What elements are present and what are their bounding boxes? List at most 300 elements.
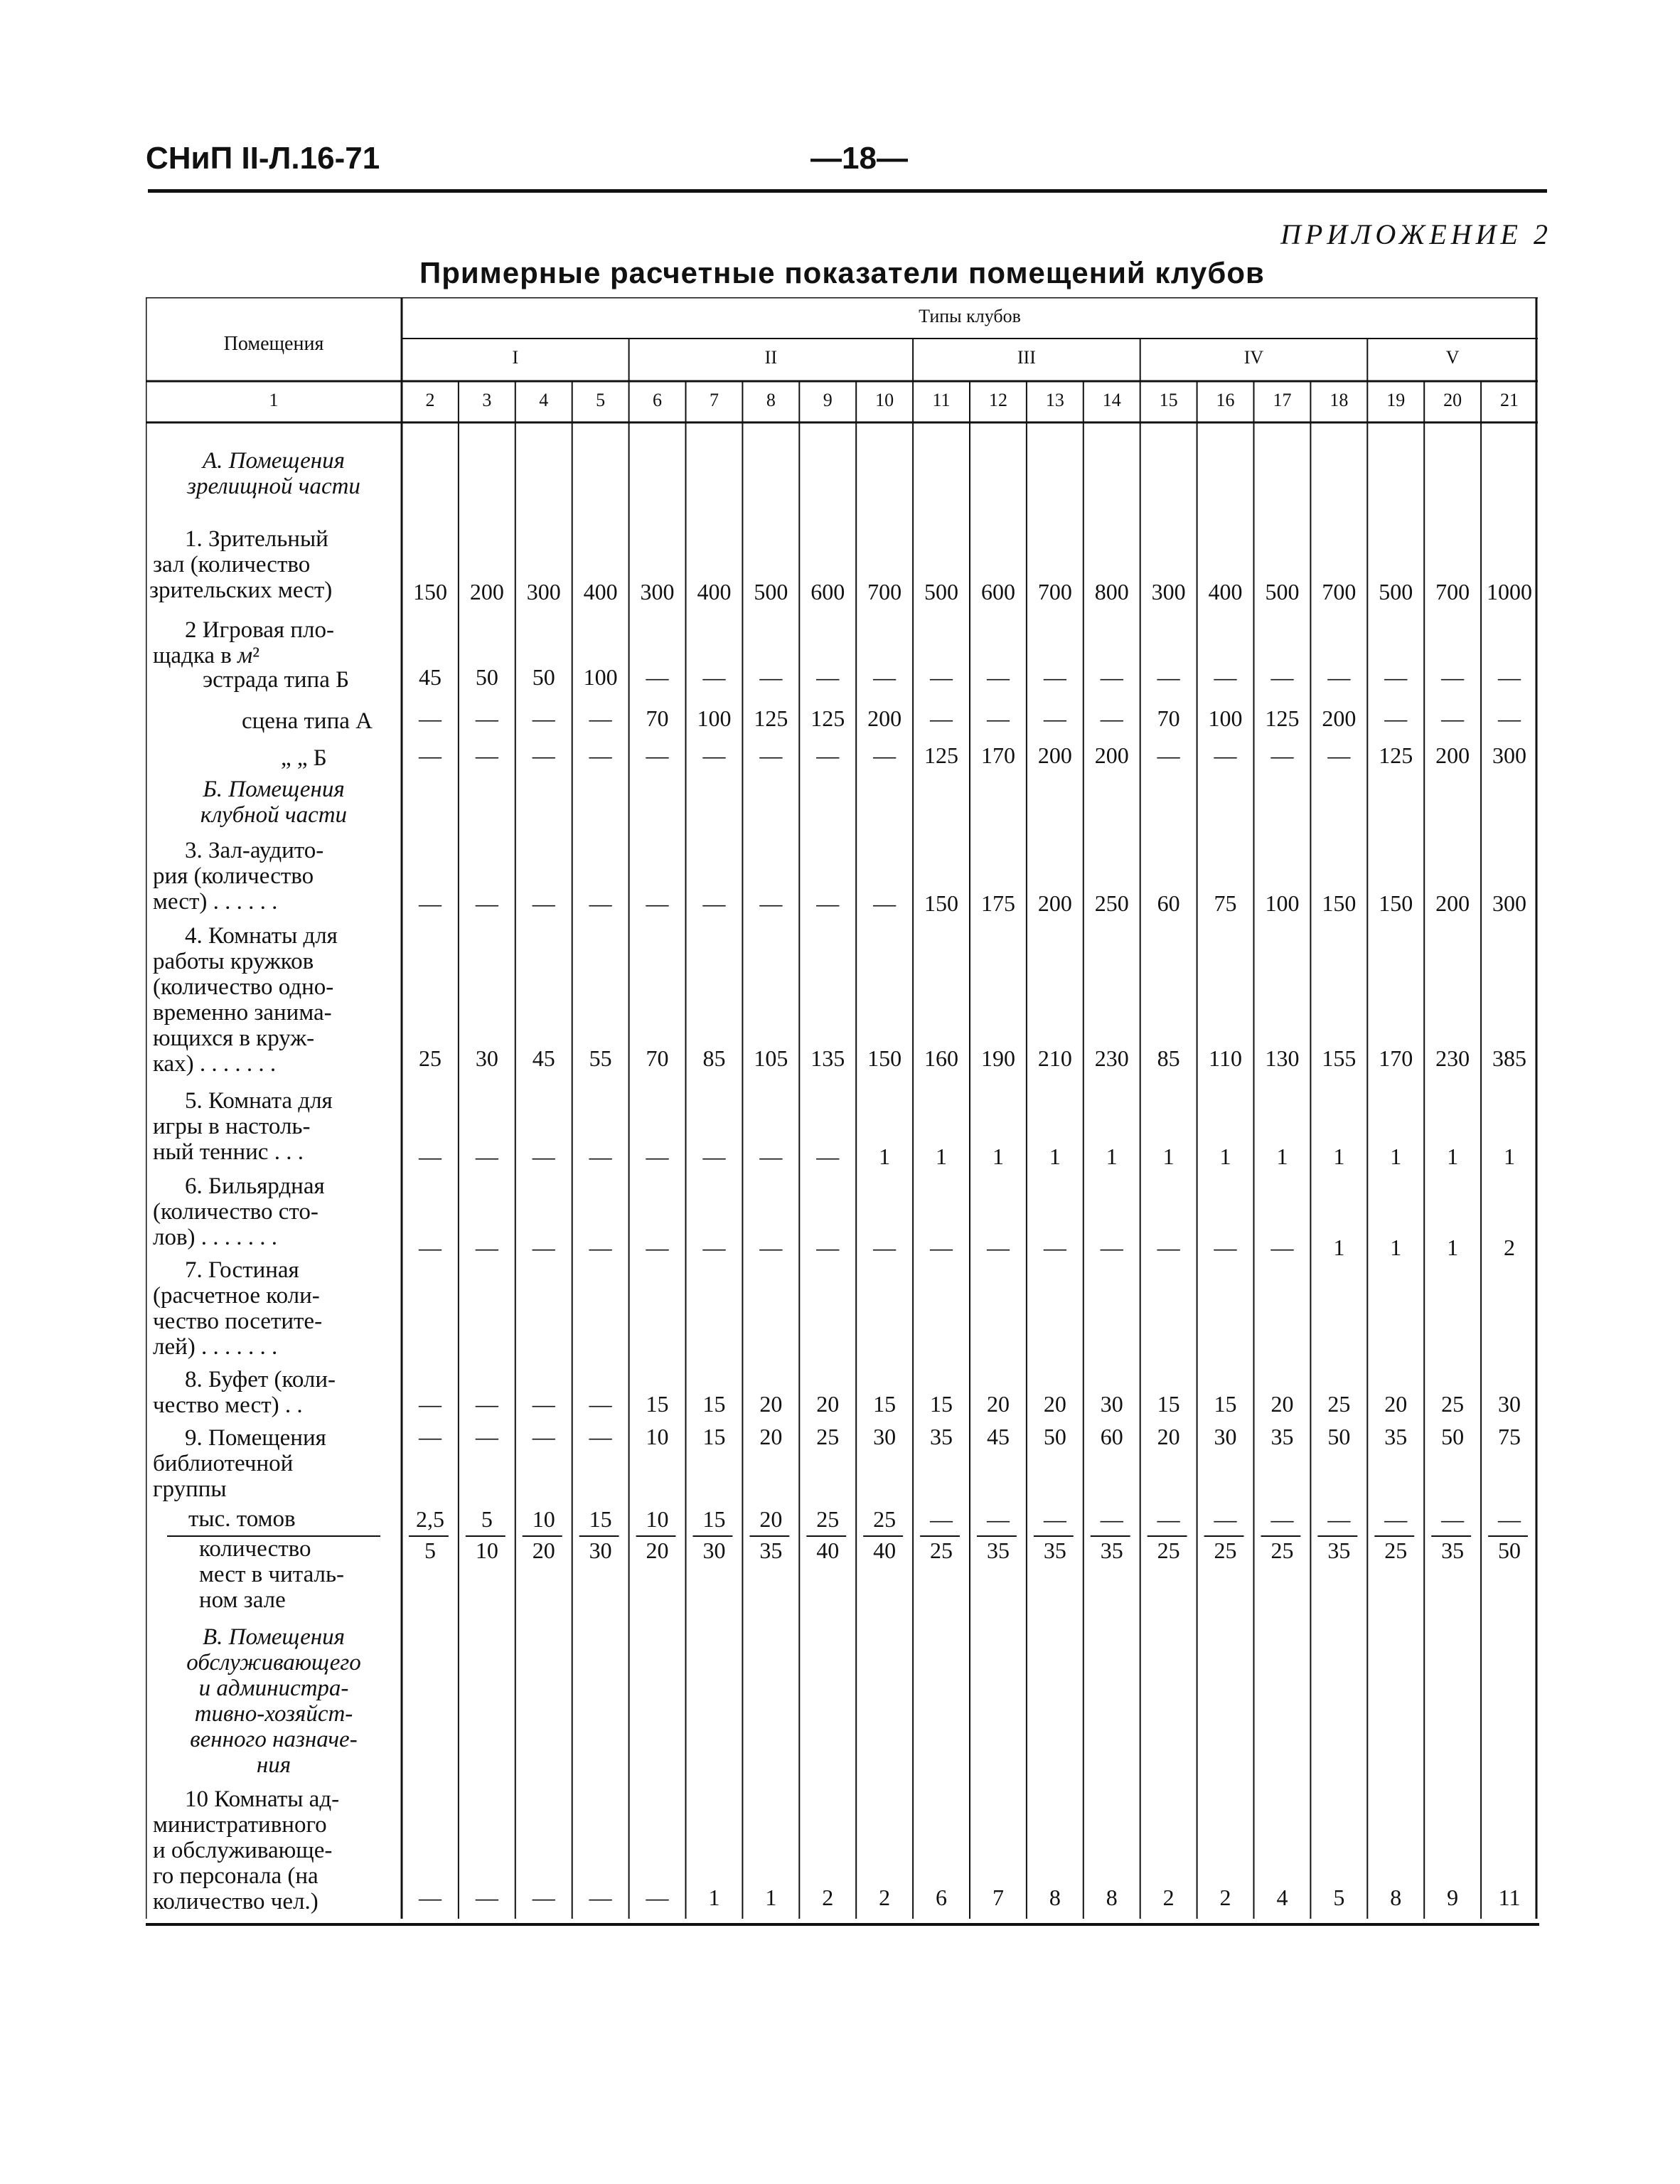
table-cell: 70 [1157,705,1180,731]
table-cell: 9 [1447,1885,1459,1910]
table-cell: — [532,742,555,768]
column-number: 16 [1216,390,1235,410]
table-cell: — [589,742,612,768]
column-number: 13 [1045,390,1064,410]
table-cell: — [759,1235,783,1260]
table-cell: 15 [702,1391,726,1417]
table-cell: 300 [1492,890,1527,916]
library-seats-value: 10 [475,1538,498,1563]
library-seats-value: 35 [1327,1538,1351,1563]
club-type-group-3: III [1017,347,1036,368]
table-cell: 5 [1333,1885,1345,1910]
table-cell: 1000 [1487,579,1533,604]
library-volumes-value: 10 [532,1506,555,1532]
table-cell: 230 [1094,1045,1129,1071]
table-cell: — [759,890,783,916]
column-number: 11 [932,390,951,410]
club-type-group-1: I [512,347,519,368]
table-cell: 1 [1390,1144,1402,1169]
library-volumes-value: 20 [759,1506,783,1532]
table-cell: 25 [1441,1391,1465,1417]
table-cell: — [702,664,726,690]
column-number: 12 [988,390,1007,410]
library-volumes-value: 2,5 [415,1506,444,1532]
table-cell: — [816,890,840,916]
table-cell: 35 [930,1424,953,1449]
table-cell: — [702,890,726,916]
table-cell: 170 [1379,1045,1413,1071]
table-cell: 2 [1219,1885,1231,1910]
table-cell: — [1270,742,1294,768]
table-cell: — [1384,705,1408,731]
table-cell: 200 [1037,890,1072,916]
table-cell: 100 [697,705,732,731]
table-cell: 25 [816,1424,840,1449]
table-cell: 50 [475,664,498,690]
row-label-8: 8. Буфет (коли- чество мест) . . [153,1367,336,1418]
table-cell: — [532,1885,555,1910]
table-cell: — [1043,664,1066,690]
appendix-label: ПРИЛОЖЕНИЕ 2 [1280,218,1552,250]
table-cell: — [532,1391,555,1417]
table-cell: 385 [1492,1045,1527,1071]
table-cell: — [873,890,897,916]
header-rule [148,189,1547,193]
table-cell: — [1498,664,1521,690]
table-cell: 200 [1094,742,1129,768]
table-cell: — [1270,664,1294,690]
column-number: 10 [875,390,894,410]
table-cell: — [1043,1235,1066,1260]
column-number: 14 [1102,390,1121,410]
table-cell: — [646,664,669,690]
table-cell: — [646,1885,669,1910]
library-seats-value: 35 [1043,1538,1066,1563]
column-number: 5 [596,390,606,410]
table-cell: — [418,1885,442,1910]
table-cell: — [1043,705,1066,731]
table-cell: — [589,1424,612,1449]
table-cell: 20 [759,1391,783,1417]
library-seats-value: 25 [930,1538,953,1563]
table-cell: — [816,1235,840,1260]
library-seats-value: 25 [1157,1538,1180,1563]
table-cell: 15 [873,1391,897,1417]
table-cell: — [1384,664,1408,690]
table-cell: — [1327,664,1351,690]
library-volumes-value: — [1270,1506,1294,1532]
table-cell: 70 [646,1045,669,1071]
table-cell: — [475,705,498,731]
table-cell: — [759,742,783,768]
table-cell: 150 [1379,890,1413,916]
table-cell: 200 [867,705,902,731]
table-cell: 4 [1276,1885,1288,1910]
table-cell: — [589,1235,612,1260]
table-cell: 25 [1327,1391,1351,1417]
column-number: 21 [1500,390,1519,410]
row-label-library-bottom: количество мест в читаль- ном зале [199,1536,345,1613]
table-cell: 30 [1498,1391,1521,1417]
table-cell: 85 [702,1045,726,1071]
library-volumes-value: — [930,1506,953,1532]
table-cell: 10 [646,1424,669,1449]
table-cell: — [1157,742,1180,768]
table-cell: 150 [924,890,959,916]
table-cell: — [759,664,783,690]
library-volumes-value: — [1441,1506,1465,1532]
library-seats-value: 5 [424,1538,436,1563]
table-cell: 45 [532,1045,555,1071]
table-cell: — [1157,1235,1180,1260]
table-cell: 20 [1384,1391,1408,1417]
library-seats-value: 40 [816,1538,840,1563]
column-number: 17 [1273,390,1292,410]
table-cell: 150 [867,1045,902,1071]
table-cell: — [702,1235,726,1260]
table-cell: 20 [1270,1391,1294,1417]
row-label-4: 4. Комнаты для работы кружков (количество одно- временно занима- ющихся в круж- ках) . . . . . . . [153,923,338,1077]
library-seats-value: 35 [1441,1538,1465,1563]
table-cell: 15 [646,1391,669,1417]
table-cell: 1 [1276,1144,1288,1169]
row-label-7: 7. Гостиная (расчетное коли- чество посетите- лей) . . . . . . . [153,1257,323,1360]
table-cell: — [1214,742,1237,768]
table-cell: 8 [1049,1885,1061,1910]
header-rooms: Помещения [223,333,324,355]
table-cell: 160 [924,1045,959,1071]
library-volumes-value: — [1100,1506,1123,1532]
table-cell: 100 [1265,890,1300,916]
table-cell: — [1100,1235,1123,1260]
table-cell: 500 [1265,579,1300,604]
table-cell: 1 [1049,1144,1061,1169]
table-cell: — [589,1885,612,1910]
library-seats-value: 35 [1100,1538,1123,1563]
table-cell: 190 [980,1045,1015,1071]
table-cell: 200 [1037,742,1072,768]
table-cell: — [589,1144,612,1169]
page-number: —18— [810,141,908,176]
table-cell: 200 [1322,705,1357,731]
table-cell: — [816,1144,840,1169]
library-volumes-value: — [1498,1506,1521,1532]
table-cell: 130 [1265,1045,1300,1071]
table-cell: 15 [702,1424,726,1449]
table-cell: — [1100,705,1123,731]
table-cell: — [532,1144,555,1169]
section-a-label: А. Помещения зрелищной части [187,448,360,499]
column-number: 4 [539,390,549,410]
table-cell: — [475,1391,498,1417]
table-cell: 1 [708,1885,720,1910]
table-cell: 35 [1384,1424,1408,1449]
row-label-1: 1. Зрительный зал (количество зрительских мест) [149,526,333,603]
table-cell: — [816,742,840,768]
table-cell: 20 [1157,1424,1180,1449]
table-cell: 200 [469,579,504,604]
library-volumes-value: — [1214,1506,1237,1532]
table-cell: — [986,1235,1010,1260]
table-bottom-rule [146,1923,1539,1926]
table-cell: 11 [1498,1885,1521,1910]
table-cell: — [646,890,669,916]
table-cell: — [930,1235,953,1260]
table-cell: 800 [1094,579,1129,604]
table-cell: — [1498,705,1521,731]
table-cell: 20 [759,1424,783,1449]
library-seats-value: 30 [589,1538,612,1563]
section-v-label: В. Помещения обслуживающего и администра- тивно-хозяйст- венного назначе- ния [186,1624,361,1778]
table-cell: — [816,664,840,690]
table-cell: 50 [1327,1424,1351,1449]
table-cell: 2 [822,1885,834,1910]
table-cell: — [475,1235,498,1260]
table-cell: 400 [697,579,732,604]
table-cell: 300 [1492,742,1527,768]
library-seats-value: 50 [1498,1538,1521,1563]
table-cell: — [702,742,726,768]
table-cell: 7 [992,1885,1004,1910]
table-cell: 20 [816,1391,840,1417]
table-cell: — [986,664,1010,690]
table-cell: — [475,1144,498,1169]
row-label-scene-b: „ „ Б [281,745,327,771]
table-cell: — [646,1144,669,1169]
table-cell: — [1270,1235,1294,1260]
table-cell: 125 [810,705,845,731]
table-cell: — [589,890,612,916]
table-cell: 75 [1498,1424,1521,1449]
table-cell: — [532,890,555,916]
table-cell: 2 [1504,1235,1516,1260]
table-cell: 700 [867,579,902,604]
table-cell: — [1214,664,1237,690]
table-cell: 100 [583,664,618,690]
document-code: СНиП II-Л.16-71 [146,141,380,176]
table-cell: — [930,705,953,731]
table-cell: 8 [1390,1885,1402,1910]
table-cell: 1 [1390,1235,1402,1260]
table-title: Примерные расчетные показатели помещений клубов [419,256,1265,289]
table-cell: 400 [583,579,618,604]
table-cell: 1 [1333,1235,1345,1260]
library-seats-value: 40 [873,1538,897,1563]
table-cell: 45 [418,664,442,690]
library-seats-value: 25 [1384,1538,1408,1563]
table-cell: 60 [1157,890,1180,916]
table-cell: — [418,1391,442,1417]
table-cell: 125 [924,742,959,768]
table-cell: — [418,1235,442,1260]
table-cell: 30 [475,1045,498,1071]
table-cell: — [589,1391,612,1417]
table-cell: — [873,742,897,768]
table-cell: 500 [754,579,788,604]
table-cell: 1 [879,1144,891,1169]
table-cell: 150 [1322,890,1357,916]
column-number: 1 [269,390,279,410]
club-type-group-4: IV [1243,347,1264,368]
library-seats-value: 35 [986,1538,1010,1563]
table-cell: 150 [412,579,447,604]
row-label-9: 9. Помещения библиотечной группы [153,1425,326,1502]
table-cell: — [475,1885,498,1910]
row-label-10: 10 Комнаты ад- министративного и обслуживающе- го персонала (на количество чел.) [153,1786,340,1914]
table-cell: 55 [589,1045,612,1071]
table-cell: — [418,1424,442,1449]
table-cell: 2 [879,1885,891,1910]
table-cell: 1 [936,1144,948,1169]
table-cell: 100 [1208,705,1243,731]
table-cell: — [930,664,953,690]
table-cell: 30 [1214,1424,1237,1449]
table-cell: 155 [1322,1045,1357,1071]
section-b-label: Б. Помещения клубной части [200,777,348,828]
column-number: 8 [766,390,776,410]
table-cell: 1 [1219,1144,1231,1169]
table-cell: 1 [1106,1144,1118,1169]
table-cell: 1 [1447,1144,1459,1169]
library-seats-value: 35 [759,1538,783,1563]
table-cell: — [986,705,1010,731]
library-volumes-value: 15 [589,1506,612,1532]
table-cell: 45 [986,1424,1010,1449]
table-cell: 15 [1214,1391,1237,1417]
table-cell: 250 [1094,890,1129,916]
column-number: 3 [482,390,492,410]
library-volumes-value: 25 [816,1506,840,1532]
table-cell: 210 [1037,1045,1072,1071]
table-cell: 125 [1379,742,1413,768]
library-seats-value: 25 [1214,1538,1237,1563]
table-cell: 175 [980,890,1015,916]
column-number: 9 [823,390,833,410]
table-cell: 700 [1037,579,1072,604]
table-cell: — [646,742,669,768]
header-club-types: Типы клубов [919,306,1021,326]
library-volumes-value: 15 [702,1506,726,1532]
table-cell: — [759,1144,783,1169]
table-cell: 200 [1435,890,1470,916]
table-cell: 125 [1265,705,1300,731]
row-label-3: 3. Зал-аудито- рия (количество мест) . . . . . . [153,838,324,915]
table-cell: 2 [1162,1885,1175,1910]
club-type-group-5: V [1445,347,1460,368]
table-cell: 170 [980,742,1015,768]
table-cell: 15 [1157,1391,1180,1417]
table-cell: 300 [1151,579,1186,604]
club-type-group-2: II [764,347,777,368]
table-cell: — [532,1235,555,1260]
column-number: 15 [1159,390,1178,410]
table-cell: 600 [980,579,1015,604]
table-cell: — [1441,664,1465,690]
table-cell: 6 [936,1885,948,1910]
library-seats-value: 20 [532,1538,555,1563]
column-number: 19 [1386,390,1406,410]
table-cell: 230 [1435,1045,1470,1071]
row-label-estrada: эстрада типа Б [203,667,350,693]
table-cell: — [418,890,442,916]
table-cell: 500 [1379,579,1413,604]
table-cell: 20 [986,1391,1010,1417]
library-volumes-value: — [986,1506,1010,1532]
table-cell: — [532,1424,555,1449]
table-cell: 110 [1209,1045,1242,1071]
table-cell: — [1157,664,1180,690]
table-cell: 60 [1100,1424,1123,1449]
table-cell: 125 [754,705,788,731]
table-cell: 1 [1447,1235,1459,1260]
row-label-scene-a: сцена типа А [242,708,373,734]
library-seats-value: 30 [702,1538,726,1563]
table-cell: 400 [1208,579,1243,604]
table-cell: 105 [754,1045,788,1071]
table-cell: — [646,1235,669,1260]
column-number: 2 [425,390,435,410]
column-number: 7 [709,390,719,410]
table-cell: 700 [1322,579,1357,604]
library-volumes-value: — [1327,1506,1351,1532]
table-cell: 300 [640,579,675,604]
table-cell: 25 [418,1045,442,1071]
row-label-5: 5. Комната для игры в настоль- ный теннис . . . [153,1088,333,1165]
table-cell: 30 [873,1424,897,1449]
table-cell: — [418,1144,442,1169]
table-cell: 300 [526,579,561,604]
table-cell: — [1214,1235,1237,1260]
table-cell: 1 [1162,1144,1175,1169]
table-cell: 600 [810,579,845,604]
library-volumes-value: 5 [481,1506,493,1532]
table-cell: 50 [532,664,555,690]
table-cell: — [1441,705,1465,731]
table-cell: — [589,705,612,731]
table-cell: 8 [1106,1885,1118,1910]
table-cell: 70 [646,705,669,731]
library-seats-value: 20 [646,1538,669,1563]
table-cell: — [873,1235,897,1260]
table-cell: 75 [1214,890,1237,916]
column-number: 6 [653,390,663,410]
table-cell: 1 [1333,1144,1345,1169]
row-label-library-top: тыс. томов [188,1506,296,1532]
column-number: 20 [1443,390,1462,410]
table-cell: — [475,742,498,768]
table-cell: 1 [992,1144,1004,1169]
table-cell: 135 [810,1045,845,1071]
table-cell: 85 [1157,1045,1180,1071]
row-label-6: 6. Бильярдная (количество сто- лов) . . . . . . . [153,1173,325,1250]
table-cell: 20 [1043,1391,1066,1417]
library-volumes-value: 10 [646,1506,669,1532]
table-cell: 35 [1270,1424,1294,1449]
library-volumes-value: — [1384,1506,1408,1532]
table-cell: 700 [1435,579,1470,604]
library-volumes-value: — [1043,1506,1066,1532]
table-cell: — [532,705,555,731]
table-cell: 50 [1441,1424,1465,1449]
table-cell: 200 [1435,742,1470,768]
table-cell: 50 [1043,1424,1066,1449]
library-volumes-value: 25 [873,1506,897,1532]
table-cell: — [475,890,498,916]
table-cell: 500 [924,579,959,604]
table-cell: — [702,1144,726,1169]
table-cell: — [1100,664,1123,690]
table-cell: — [418,742,442,768]
